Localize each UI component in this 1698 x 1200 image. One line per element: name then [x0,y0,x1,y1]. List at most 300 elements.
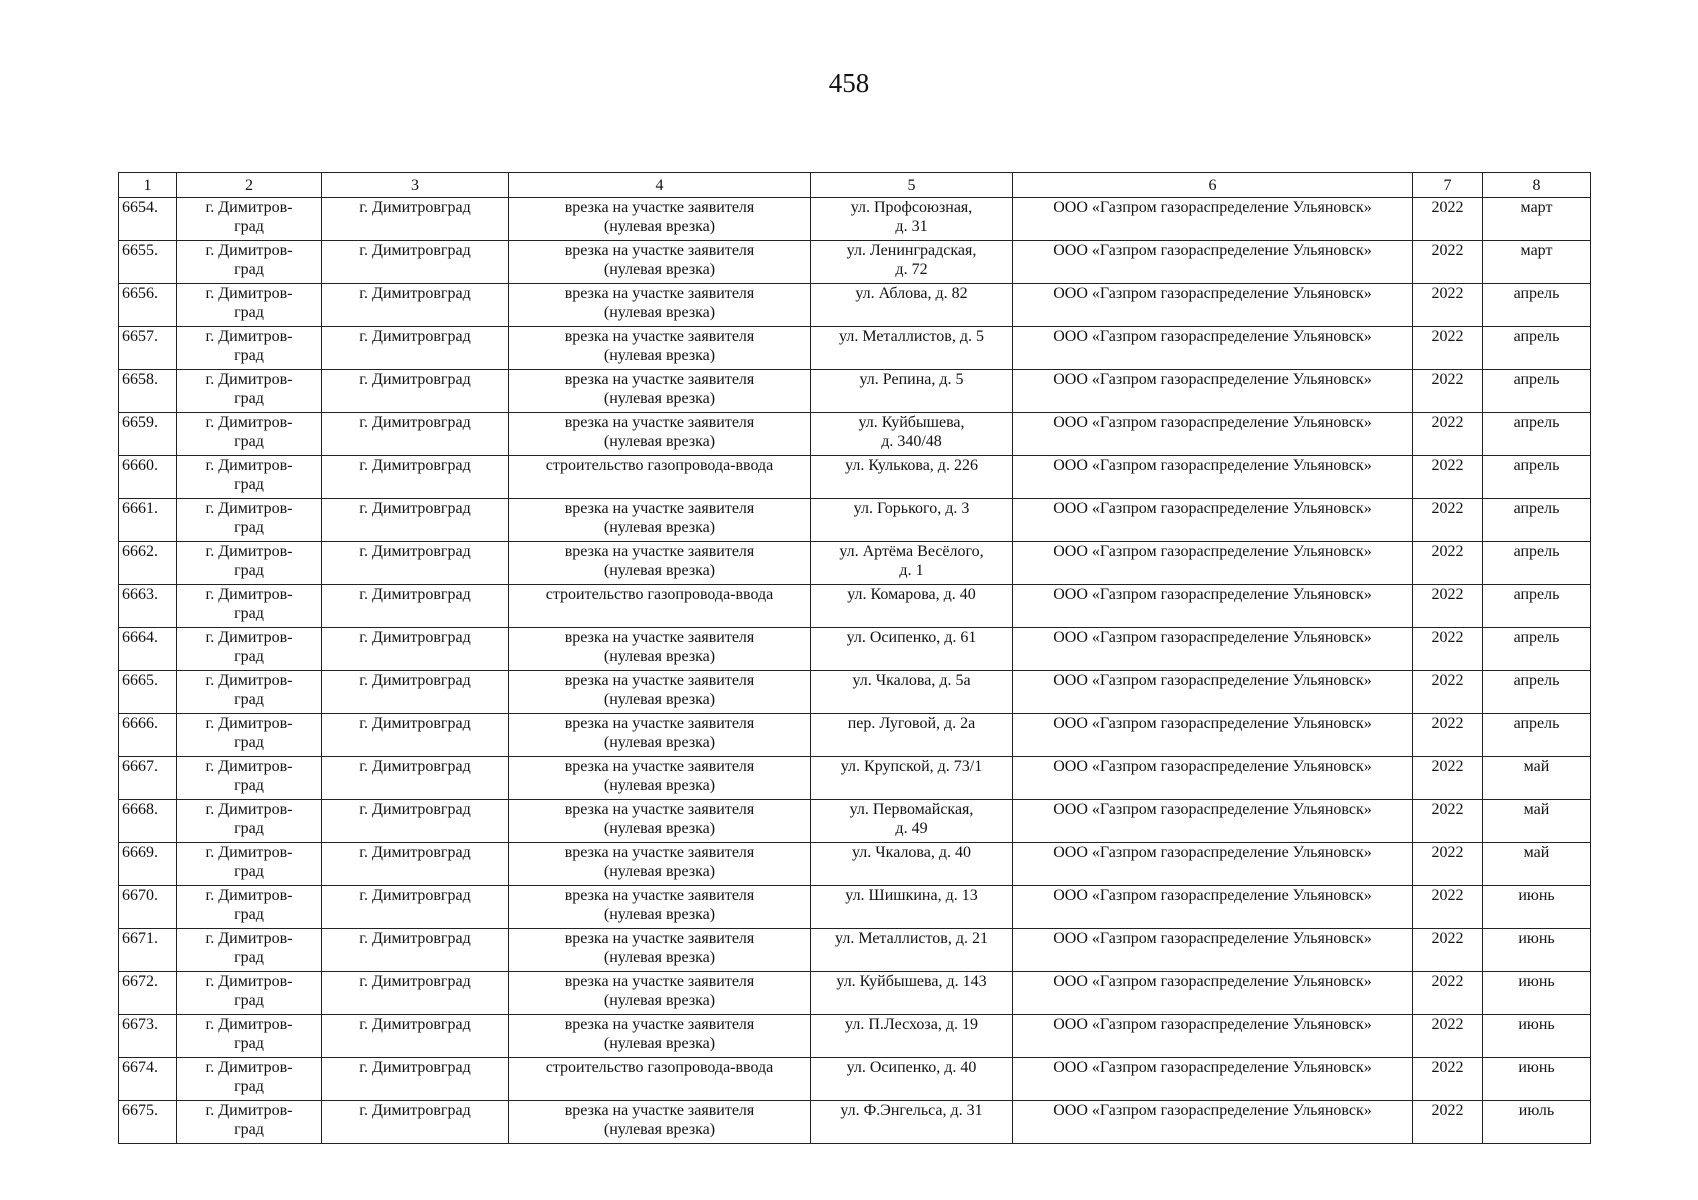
month-cell: май [1483,843,1591,886]
work-cell [509,800,811,843]
row-number: 6667. [119,757,177,800]
work-cell [509,456,811,499]
district-cell [177,198,322,241]
year-cell: 2022 [1413,585,1483,628]
table-row [119,972,1591,1015]
organization-cell: ООО «Газпром газораспределение Ульяновск» [1013,714,1413,757]
work-line: (нулевая врезка) [603,992,716,1009]
district-cell [177,284,322,327]
district-line: град [234,261,264,278]
table-row [119,1015,1591,1058]
address-line: ул. Горького, д. 3 [853,500,970,517]
row-number: 6669. [119,843,177,886]
address-line: д. 72 [895,261,928,278]
month-cell: апрель [1483,714,1591,757]
district-line: г. Димитров- [205,285,293,302]
work-line: врезка на участке заявителя [564,629,755,646]
district-line: град [234,519,264,536]
work-line: врезка на участке заявителя [564,371,755,388]
table-row [119,542,1591,585]
work-cell [509,843,811,886]
year-cell: 2022 [1413,241,1483,284]
row-number: 6660. [119,456,177,499]
work-cell [509,671,811,714]
row-number: 6672. [119,972,177,1015]
year-cell: 2022 [1413,628,1483,671]
address-cell [811,1015,1013,1058]
district-line: г. Димитров- [205,500,293,517]
work-cell [509,413,811,456]
work-cell [509,370,811,413]
organization-cell: ООО «Газпром газораспределение Ульяновск» [1013,757,1413,800]
address-cell [811,757,1013,800]
work-line: (нулевая врезка) [603,261,716,278]
district-line: г. Димитров- [205,844,293,861]
work-line: (нулевая врезка) [603,777,716,794]
work-line: (нулевая врезка) [603,562,716,579]
month-cell: май [1483,800,1591,843]
work-line: врезка на участке заявителя [564,285,755,302]
month-cell: апрель [1483,499,1591,542]
table-row [119,327,1591,370]
district-line: г. Димитров- [205,328,293,345]
address-line: ул. Чкалова, д. 40 [851,844,972,861]
address-cell [811,1058,1013,1101]
column-number-row [119,173,1591,198]
work-cell [509,241,811,284]
column-header: 2 [177,173,322,198]
locality-cell: г. Димитровград [322,327,509,370]
address-line: ул. Куйбышева, [858,414,965,431]
year-cell: 2022 [1413,714,1483,757]
month-cell: апрель [1483,542,1591,585]
table-row [119,843,1591,886]
column-header: 6 [1013,173,1413,198]
organization-cell: ООО «Газпром газораспределение Ульяновск» [1013,628,1413,671]
work-cell [509,284,811,327]
address-line: ул. Осипенко, д. 40 [846,1059,977,1076]
work-line: (нулевая врезка) [603,949,716,966]
locality-cell: г. Димитровград [322,241,509,284]
address-line: пер. Луговой, д. 2а [847,715,976,732]
district-line: г. Димитров- [205,887,293,904]
address-line: ул. Ф.Энгельса, д. 31 [840,1102,983,1119]
work-cell [509,757,811,800]
row-number: 6665. [119,671,177,714]
row-number: 6662. [119,542,177,585]
month-cell: июнь [1483,1015,1591,1058]
locality-cell: г. Димитровград [322,1058,509,1101]
address-line: ул. Артёма Весёлого, [839,543,984,560]
locality-cell: г. Димитровград [322,757,509,800]
row-number: 6671. [119,929,177,972]
work-line: (нулевая врезка) [603,519,716,536]
work-line: врезка на участке заявителя [564,1102,755,1119]
address-cell [811,843,1013,886]
locality-cell: г. Димитровград [322,1015,509,1058]
organization-cell: ООО «Газпром газораспределение Ульяновск» [1013,972,1413,1015]
district-line: г. Димитров- [205,414,293,431]
district-cell [177,327,322,370]
year-cell: 2022 [1413,1058,1483,1101]
table-row [119,413,1591,456]
work-line: врезка на участке заявителя [564,414,755,431]
work-line: (нулевая врезка) [603,906,716,923]
locality-cell: г. Димитровград [322,800,509,843]
column-header: 5 [811,173,1013,198]
page-number: 458 [828,68,870,98]
year-cell: 2022 [1413,413,1483,456]
year-cell: 2022 [1413,886,1483,929]
district-line: г. Димитров- [205,199,293,216]
organization-cell: ООО «Газпром газораспределение Ульяновск» [1013,1058,1413,1101]
row-number: 6663. [119,585,177,628]
district-line: град [234,992,264,1009]
address-line: д. 1 [899,562,924,579]
table-row [119,1058,1591,1101]
table-row [119,714,1591,757]
work-line: врезка на участке заявителя [564,1016,755,1033]
column-header: 1 [119,173,177,198]
month-cell: апрель [1483,456,1591,499]
table-row [119,628,1591,671]
work-line: строительство газопровода-ввода [545,586,774,603]
locality-cell: г. Димитровград [322,628,509,671]
work-cell [509,198,811,241]
district-line: г. Димитров- [205,242,293,259]
locality-cell: г. Димитровград [322,370,509,413]
district-line: град [234,863,264,880]
district-cell [177,714,322,757]
address-line: ул. Репина, д. 5 [859,371,964,388]
table-row [119,456,1591,499]
column-header: 8 [1483,173,1591,198]
address-cell [811,929,1013,972]
address-cell [811,972,1013,1015]
table-row [119,671,1591,714]
work-line: врезка на участке заявителя [564,242,755,259]
district-line: г. Димитров- [205,672,293,689]
address-line: д. 49 [895,820,928,837]
row-number: 6673. [119,1015,177,1058]
month-cell: апрель [1483,413,1591,456]
district-line: град [234,1121,264,1138]
district-cell [177,972,322,1015]
district-line: г. Димитров- [205,1016,293,1033]
district-line: град [234,476,264,493]
organization-cell: ООО «Газпром газораспределение Ульяновск» [1013,585,1413,628]
work-cell [509,1058,811,1101]
district-line: г. Димитров- [205,1102,293,1119]
table-row [119,757,1591,800]
work-line: (нулевая врезка) [603,691,716,708]
address-line: ул. Аблова, д. 82 [855,285,968,302]
address-line: ул. Чкалова, д. 5а [852,672,971,689]
row-number: 6659. [119,413,177,456]
table-row [119,886,1591,929]
district-cell [177,241,322,284]
year-cell: 2022 [1413,757,1483,800]
district-line: г. Димитров- [205,758,293,775]
district-line: град [234,1078,264,1095]
district-line: град [234,906,264,923]
month-cell: март [1483,241,1591,284]
district-cell [177,886,322,929]
work-line: строительство газопровода-ввода [545,457,774,474]
organization-cell: ООО «Газпром газораспределение Ульяновск» [1013,843,1413,886]
locality-cell: г. Димитровград [322,671,509,714]
locality-cell: г. Димитровград [322,542,509,585]
work-line: врезка на участке заявителя [564,672,755,689]
year-cell: 2022 [1413,499,1483,542]
address-cell [811,327,1013,370]
district-cell [177,370,322,413]
year-cell: 2022 [1413,671,1483,714]
month-cell: июнь [1483,929,1591,972]
address-cell [811,241,1013,284]
address-cell [811,1101,1013,1144]
district-line: град [234,820,264,837]
work-line: (нулевая врезка) [603,734,716,751]
work-line: врезка на участке заявителя [564,758,755,775]
year-cell: 2022 [1413,198,1483,241]
row-number: 6666. [119,714,177,757]
work-line: врезка на участке заявителя [564,199,755,216]
district-cell [177,843,322,886]
district-line: град [234,648,264,665]
district-line: град [234,433,264,450]
year-cell: 2022 [1413,929,1483,972]
district-line: град [234,949,264,966]
address-line: ул. Металлистов, д. 21 [835,930,988,947]
organization-cell: ООО «Газпром газораспределение Ульяновск» [1013,1015,1413,1058]
work-line: (нулевая врезка) [603,863,716,880]
year-cell: 2022 [1413,542,1483,585]
year-cell: 2022 [1413,456,1483,499]
address-cell [811,499,1013,542]
work-cell [509,327,811,370]
organization-cell: ООО «Газпром газораспределение Ульяновск» [1013,542,1413,585]
district-cell [177,1058,322,1101]
table-row [119,241,1591,284]
district-cell [177,413,322,456]
year-cell: 2022 [1413,843,1483,886]
organization-cell: ООО «Газпром газораспределение Ульяновск» [1013,1101,1413,1144]
address-cell [811,456,1013,499]
work-line: (нулевая врезка) [603,218,716,235]
work-line: строительство газопровода-ввода [545,1059,774,1076]
organization-cell: ООО «Газпром газораспределение Ульяновск» [1013,284,1413,327]
row-number: 6658. [119,370,177,413]
address-cell [811,413,1013,456]
row-number: 6656. [119,284,177,327]
table-body [119,198,1591,1144]
work-line: (нулевая врезка) [603,820,716,837]
work-line: (нулевая врезка) [603,347,716,364]
district-line: г. Димитров- [205,801,293,818]
district-line: г. Димитров- [205,371,293,388]
year-cell: 2022 [1413,284,1483,327]
address-line: ул. Куйбышева, д. 143 [836,973,987,990]
work-line: врезка на участке заявителя [564,930,755,947]
locality-cell: г. Димитровград [322,1101,509,1144]
locality-cell: г. Димитровград [322,843,509,886]
row-number: 6655. [119,241,177,284]
table-row [119,198,1591,241]
organization-cell: ООО «Газпром газораспределение Ульяновск» [1013,886,1413,929]
work-line: врезка на участке заявителя [564,328,755,345]
work-line: (нулевая врезка) [603,304,716,321]
district-line: град [234,218,264,235]
address-line: ул. Ленинградская, [846,242,977,259]
address-cell [811,542,1013,585]
locality-cell: г. Димитровград [322,456,509,499]
district-cell [177,499,322,542]
organization-cell: ООО «Газпром газораспределение Ульяновск» [1013,370,1413,413]
district-cell [177,456,322,499]
district-line: град [234,347,264,364]
district-line: град [234,691,264,708]
organization-cell: ООО «Газпром газораспределение Ульяновск» [1013,241,1413,284]
locality-cell: г. Димитровград [322,972,509,1015]
month-cell: апрель [1483,284,1591,327]
column-header: 7 [1413,173,1483,198]
address-line: ул. Крупской, д. 73/1 [840,758,983,775]
month-cell: июль [1483,1101,1591,1144]
work-line: (нулевая врезка) [603,1121,716,1138]
work-cell [509,1101,811,1144]
district-line: г. Димитров- [205,543,293,560]
row-number: 6675. [119,1101,177,1144]
locality-cell: г. Димитровград [322,284,509,327]
address-line: ул. Кулькова, д. 226 [845,457,978,474]
district-cell [177,542,322,585]
district-line: г. Димитров- [205,457,293,474]
district-line: г. Димитров- [205,586,293,603]
year-cell: 2022 [1413,1015,1483,1058]
row-number: 6674. [119,1058,177,1101]
locality-cell: г. Димитровград [322,585,509,628]
organization-cell: ООО «Газпром газораспределение Ульяновск» [1013,413,1413,456]
row-number: 6670. [119,886,177,929]
work-line: врезка на участке заявителя [564,543,755,560]
year-cell: 2022 [1413,1101,1483,1144]
table-row [119,284,1591,327]
organization-cell: ООО «Газпром газораспределение Ульяновск» [1013,456,1413,499]
month-cell: март [1483,198,1591,241]
locality-cell: г. Димитровград [322,886,509,929]
locality-cell: г. Димитровград [322,413,509,456]
work-cell [509,972,811,1015]
district-line: г. Димитров- [205,930,293,947]
table-row [119,370,1591,413]
district-line: град [234,734,264,751]
year-cell: 2022 [1413,972,1483,1015]
table-row [119,499,1591,542]
district-line: град [234,605,264,622]
row-number: 6668. [119,800,177,843]
work-line: (нулевая врезка) [603,648,716,665]
address-line: ул. Металлистов, д. 5 [839,328,984,345]
organization-cell: ООО «Газпром газораспределение Ульяновск» [1013,671,1413,714]
address-line: ул. Осипенко, д. 61 [846,629,977,646]
column-header: 4 [509,173,811,198]
district-line: град [234,304,264,321]
district-line: г. Димитров- [205,1059,293,1076]
address-line: ул. Первомайская, [849,801,974,818]
register-table [118,172,1591,1144]
column-header: 3 [322,173,509,198]
district-cell [177,585,322,628]
organization-cell: ООО «Газпром газораспределение Ульяновск» [1013,327,1413,370]
month-cell: май [1483,757,1591,800]
organization-cell: ООО «Газпром газораспределение Ульяновск» [1013,929,1413,972]
work-cell [509,499,811,542]
district-line: г. Димитров- [205,973,293,990]
row-number: 6664. [119,628,177,671]
work-line: врезка на участке заявителя [564,801,755,818]
locality-cell: г. Димитровград [322,714,509,757]
district-cell [177,671,322,714]
work-line: (нулевая врезка) [603,1035,716,1052]
month-cell: июнь [1483,1058,1591,1101]
district-line: г. Димитров- [205,715,293,732]
address-cell [811,370,1013,413]
address-cell [811,886,1013,929]
work-line: врезка на участке заявителя [564,500,755,517]
address-cell [811,198,1013,241]
district-line: град [234,777,264,794]
table-row [119,1101,1591,1144]
month-cell: апрель [1483,671,1591,714]
work-cell [509,1015,811,1058]
address-line: д. 340/48 [881,433,942,450]
table-row [119,585,1591,628]
month-cell: апрель [1483,370,1591,413]
address-cell [811,628,1013,671]
month-cell: апрель [1483,628,1591,671]
district-cell [177,929,322,972]
year-cell: 2022 [1413,800,1483,843]
work-line: врезка на участке заявителя [564,887,755,904]
work-line: (нулевая врезка) [603,433,716,450]
work-line: врезка на участке заявителя [564,715,755,732]
address-line: д. 31 [895,218,928,235]
district-cell [177,1101,322,1144]
address-cell [811,714,1013,757]
work-cell [509,585,811,628]
address-cell [811,585,1013,628]
row-number: 6657. [119,327,177,370]
address-line: ул. Профсоюзная, [850,199,973,216]
month-cell: июнь [1483,972,1591,1015]
district-line: град [234,562,264,579]
work-line: врезка на участке заявителя [564,973,755,990]
district-cell [177,1015,322,1058]
year-cell: 2022 [1413,327,1483,370]
organization-cell: ООО «Газпром газораспределение Ульяновск» [1013,198,1413,241]
locality-cell: г. Димитровград [322,499,509,542]
address-cell [811,284,1013,327]
table-row [119,800,1591,843]
work-line: врезка на участке заявителя [564,844,755,861]
row-number: 6661. [119,499,177,542]
district-cell [177,800,322,843]
row-number: 6654. [119,198,177,241]
work-cell [509,714,811,757]
month-cell: апрель [1483,585,1591,628]
table-row [119,929,1591,972]
